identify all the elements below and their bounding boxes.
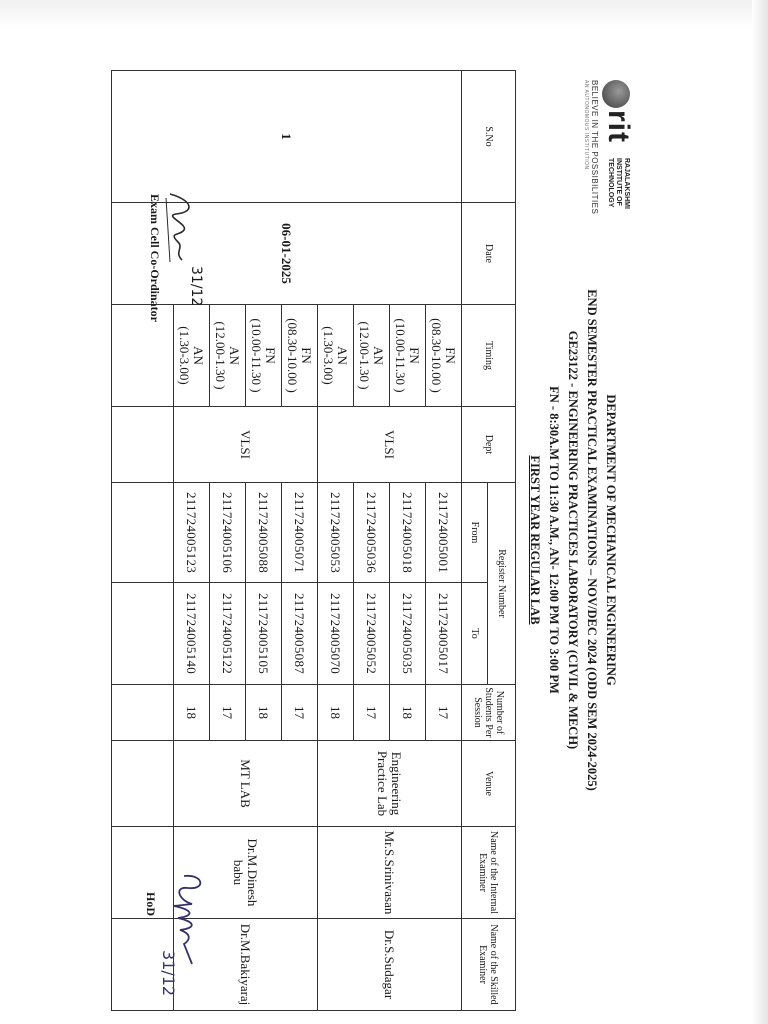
header-register-number: Register Number bbox=[488, 483, 516, 685]
to-cell: 211724005070 bbox=[318, 583, 354, 685]
rotated-document-sheet bbox=[134, 70, 634, 1010]
from-cell: 211724005018 bbox=[390, 483, 426, 583]
header-students-per-session: Number of Students Per Session bbox=[462, 685, 516, 741]
count-cell: 18 bbox=[390, 685, 426, 741]
timing-cell: FN (10.00-11.30 ) bbox=[390, 305, 426, 407]
timing-cell: AN (1.30-3.00) bbox=[174, 305, 210, 407]
venue-cell: MT LAB bbox=[174, 741, 318, 827]
timing-heading: FN - 8:30A.M TO 11:30 A.M., AN- 12:00 PM TO 3:00 PM bbox=[547, 386, 561, 694]
document-headings bbox=[525, 70, 620, 1010]
scan-shadow-top bbox=[0, 0, 768, 30]
to-cell: 211724005105 bbox=[246, 583, 282, 685]
header-timing: Timing bbox=[462, 305, 516, 407]
header-date: Date bbox=[462, 203, 516, 305]
skilled-examiner-cell: Dr.M.Bakiyaraj bbox=[174, 919, 318, 1011]
timing-cell: AN (12.00-1.30 ) bbox=[354, 305, 390, 407]
hod-label: HoD bbox=[144, 892, 158, 916]
from-cell: 211724005053 bbox=[318, 483, 354, 583]
sno-cell: 1 bbox=[112, 71, 462, 203]
dept-cell: VLSI bbox=[318, 407, 462, 483]
header-to: To bbox=[462, 583, 488, 685]
department-heading: DEPARTMENT OF MECHANICAL ENGINEERING bbox=[604, 394, 618, 686]
to-cell: 211724005052 bbox=[354, 583, 390, 685]
count-cell: 17 bbox=[282, 685, 318, 741]
count-cell: 18 bbox=[318, 685, 354, 741]
venue-cell: Engineering Practice Lab bbox=[318, 741, 462, 827]
internal-examiner-cell: Dr.M.Dinesh babu bbox=[174, 827, 318, 919]
exam-cell-signature-date: 31/12 bbox=[188, 266, 204, 307]
header-from: From bbox=[462, 483, 488, 583]
batch-heading: FIRST YEAR REGULAR LAB bbox=[528, 455, 542, 625]
dept-cell: VLSI bbox=[174, 407, 318, 483]
from-cell: 211724005036 bbox=[354, 483, 390, 583]
table-row bbox=[426, 71, 462, 1011]
logo-subline: AN AUTONOMOUS INSTITUTION bbox=[583, 80, 589, 170]
to-cell: 211724005035 bbox=[390, 583, 426, 685]
count-cell: 17 bbox=[426, 685, 462, 741]
logo-tagline: BELIEVE IN THE POSSIBILITIES bbox=[590, 80, 599, 215]
count-cell: 18 bbox=[246, 685, 282, 741]
course-heading: GE23122 - ENGINEERING PRACTICES LABORATORY (CIVIL & MECH) bbox=[566, 330, 580, 750]
to-cell: 211724005017 bbox=[426, 583, 462, 685]
to-cell: 211724005122 bbox=[210, 583, 246, 685]
timing-cell: AN (1.30-3.00) bbox=[318, 305, 354, 407]
table-header-row bbox=[488, 71, 516, 1011]
date-cell: 06-01-2025 bbox=[112, 203, 462, 305]
header-sno: S.No bbox=[462, 71, 516, 203]
scan-shadow-right bbox=[752, 0, 768, 1024]
header-venue: Venue bbox=[462, 741, 516, 827]
exam-heading: END SEMESTER PRACTICAL EXAMINATIONS – NOV/DEC 2024 (ODD SEM 2024-2025) bbox=[585, 289, 599, 791]
from-cell: 211724005071 bbox=[282, 483, 318, 583]
header-dept: Dept bbox=[462, 407, 516, 483]
logo-rit-text: rit bbox=[602, 110, 635, 143]
skilled-examiner-cell: Dr.S.Sudagar bbox=[318, 919, 462, 1011]
internal-examiner-cell: Mr.S.Srinivasan bbox=[318, 827, 462, 919]
timing-cell: FN (08.30-10.00 ) bbox=[282, 305, 318, 407]
count-cell: 17 bbox=[354, 685, 390, 741]
header-skilled-examiner: Name of the Skilled Examiner bbox=[462, 919, 516, 1011]
from-cell: 211724005123 bbox=[174, 483, 210, 583]
hod-signature-date: 31/12 bbox=[159, 950, 178, 997]
timing-cell: FN (08.30-10.00 ) bbox=[426, 305, 462, 407]
from-cell: 211724005088 bbox=[246, 483, 282, 583]
count-cell: 18 bbox=[174, 685, 210, 741]
count-cell: 17 bbox=[210, 685, 246, 741]
exam-cell-coordinator-label: Exam Cell Co-Ordinator bbox=[148, 194, 162, 322]
to-cell: 211724005087 bbox=[282, 583, 318, 685]
from-cell: 211724005001 bbox=[426, 483, 462, 583]
timing-cell: FN (10.00-11.30 ) bbox=[246, 305, 282, 407]
to-cell: 211724005140 bbox=[174, 583, 210, 685]
timing-cell: AN (12.00-1.30 ) bbox=[210, 305, 246, 407]
header-internal-examiner: Name of the Internal Examiner bbox=[462, 827, 516, 919]
logo-institution-name: RAJALAKSHMI INSTITUTE OF TECHNOLOGY bbox=[607, 158, 630, 209]
from-cell: 211724005106 bbox=[210, 483, 246, 583]
